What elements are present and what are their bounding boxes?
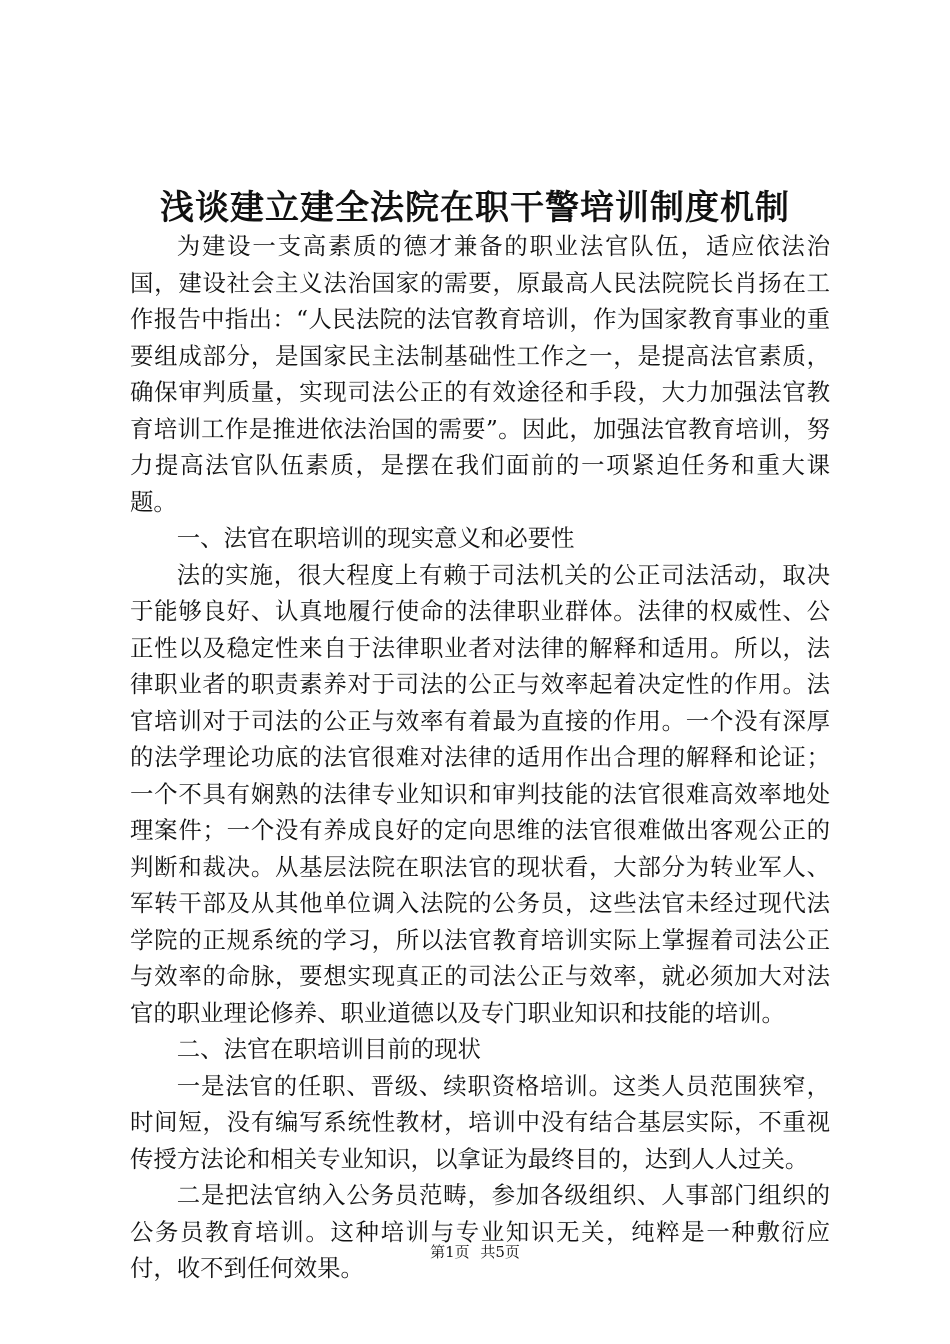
- document-body: [130, 228, 830, 1287]
- document-title: 浅谈建立建全法院在职干警培训制度机制: [160, 188, 790, 228]
- page-number: 第1页: [430, 1243, 470, 1261]
- page-footer: [0, 1242, 950, 1262]
- paragraph-item-2: 二是把法官纳入公务员范畴，参加各级组织、人事部门组织的公务员教育培训。这种培训与专业知识无关，纯粹是一种敷衍应付，收不到任何效果。: [130, 1181, 830, 1282]
- section-heading-1: 一、法官在职培训的现实意义和必要性: [176, 524, 575, 552]
- page-total: 共5页: [480, 1243, 520, 1261]
- paragraph-intro: 为建设一支高素质的德才兼备的职业法官队伍，适应依法治国，建设社会主义法治国家的需要，原最高人民法院院长肖扬在工作报告中指出：“人民法院的法官教育培训，作为国家教育事业的重要组成部分，是国家民主法制基础性工作之一，是提高法官素质，确保审判质量，实现司法公正的有效途径和手段，大力加强法官教育培训工作是推进依法治国的需要”。因此，加强法官教育培训，努力提高法官队伍素质，是摆在我们面前的一项紧迫任务和重大课题。: [130, 232, 830, 516]
- section-heading-2: 二、法官在职培训目前的现状: [176, 1035, 481, 1063]
- paragraph-section-1: 法的实施，很大程度上有赖于司法机关的公正司法活动，取决于能够良好、认真地履行使命的法律职业群体。法律的权威性、公正性以及稳定性来自于法律职业者对法律的解释和适用。所以，法律职业者的职责素养对于司法的公正与效率起着决定性的作用。法官培训对于司法的公正与效率有着最为直接的作用。一个没有深厚的法学理论功底的法官很难对法律的适用作出合理的解释和论证；一个不具有娴熟的法律专业知识和审判技能的法官很难高效率地处理案件；一个没有养成良好的定向思维的法官很难做出客观公正的判断和裁决。从基层法院在职法官的现状看，大部分为转业军人、军转干部及从其他单位调入法院的公务员，这些法官未经过现代法学院的正规系统的学习，所以法官教育培训实际上掌握着司法公正与效率的命脉，要想实现真正的司法公正与效率，就必须加大对法官的职业理论修养、职业道德以及专门职业知识和技能的培训。: [130, 560, 830, 1027]
- paragraph-item-1: 一是法官的任职、晋级、续职资格培训。这类人员范围狭窄，时间短，没有编写系统性教材，培训中没有结合基层实际，不重视传授方法论和相关专业知识，以拿证为最终目的，达到人人过关。: [130, 1071, 830, 1173]
